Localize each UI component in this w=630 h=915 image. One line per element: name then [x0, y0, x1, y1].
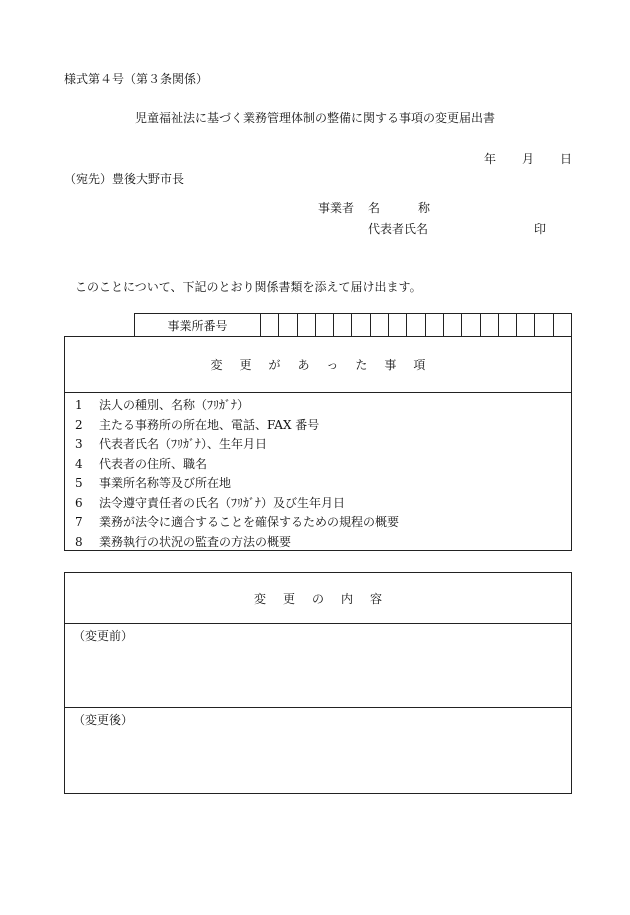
changed-item	[75, 494, 571, 514]
office-number-cell[interactable]	[481, 314, 499, 336]
office-number-cell[interactable]	[462, 314, 480, 336]
office-number-cell[interactable]	[426, 314, 444, 336]
office-number-cells	[261, 314, 571, 336]
changed-item	[75, 474, 571, 494]
office-number-cell[interactable]	[371, 314, 389, 336]
office-number-cell[interactable]	[316, 314, 334, 336]
seal-mark: 印	[534, 222, 547, 236]
office-number-cell[interactable]	[279, 314, 297, 336]
change-content-table	[64, 572, 572, 794]
office-number-cell[interactable]	[517, 314, 535, 336]
before-change-field[interactable]	[65, 624, 571, 708]
changed-item	[75, 533, 571, 553]
after-change-label: （変更後）	[73, 713, 134, 727]
addressee: （宛先）豊後大野市長	[64, 172, 185, 186]
changed-item-number: 8	[75, 534, 83, 549]
name-char-2: 称	[418, 201, 431, 215]
changed-item	[75, 513, 571, 533]
changed-item-number: 7	[75, 515, 83, 529]
changed-items-list	[65, 393, 571, 552]
office-number-cell[interactable]	[554, 314, 571, 336]
representative-label: 代表者氏名	[368, 222, 429, 236]
changed-item-number: 4	[75, 456, 83, 471]
after-change-field[interactable]	[65, 708, 571, 793]
office-number-cell[interactable]	[261, 314, 279, 336]
changed-item-text: 事業所名称等及び所在地	[99, 476, 232, 490]
applicant-label: 事業者	[318, 201, 355, 215]
office-number-cell[interactable]	[352, 314, 370, 336]
changed-item	[75, 435, 571, 455]
changed-item-number: 6	[75, 495, 83, 510]
office-number-cell[interactable]	[334, 314, 352, 336]
office-number-row	[134, 313, 572, 336]
intro-text: このことについて、下記のとおり関係書類を添えて届け出ます。	[75, 280, 422, 294]
changed-item-text: 代表者の住所、職名	[99, 456, 208, 471]
changed-items-header: 変更があった事項	[65, 337, 571, 393]
before-change-label: （変更前）	[73, 629, 134, 643]
changed-item-text: 主たる事務所の所在地、電話、FAX 番号	[99, 417, 320, 432]
date-day-label: 日	[560, 152, 573, 166]
changed-item-text: 業務執行の状況の監査の方法の概要	[99, 534, 292, 549]
changed-item-text: 法人の種別、名称（ﾌﾘｶﾞﾅ）	[99, 398, 250, 412]
changed-item	[75, 416, 571, 436]
changed-item-text: 代表者氏名（ﾌﾘｶﾞﾅ）、生年月日	[99, 437, 268, 451]
office-number-cell[interactable]	[389, 314, 407, 336]
changed-item-text: 業務が法令に適合することを確保するための規程の概要	[99, 515, 400, 529]
form-number: 様式第４号（第３条関係）	[64, 72, 209, 86]
date-year-label: 年	[484, 152, 497, 166]
changed-item-number: 2	[75, 417, 83, 432]
document-title: 児童福祉法に基づく業務管理体制の整備に関する事項の変更届出書	[134, 111, 495, 125]
changed-item	[75, 455, 571, 475]
office-number-cell[interactable]	[444, 314, 462, 336]
changed-item-text: 法令遵守責任者の氏名（ﾌﾘｶﾞﾅ）及び生年月日	[99, 495, 346, 510]
changed-item-number: 1	[75, 398, 83, 412]
changed-item-number: 5	[75, 476, 83, 490]
office-number-cell[interactable]	[298, 314, 316, 336]
changed-item-number: 3	[75, 437, 83, 451]
date-month-label: 月	[522, 152, 535, 166]
office-number-cell[interactable]	[499, 314, 517, 336]
office-number-cell[interactable]	[407, 314, 425, 336]
name-char-1: 名	[368, 201, 381, 215]
change-content-header: 変更の内容	[65, 573, 571, 624]
office-number-cell[interactable]	[535, 314, 553, 336]
changed-items-box	[64, 336, 572, 551]
office-number-label: 事業所番号	[135, 314, 261, 336]
changed-item	[75, 396, 571, 416]
